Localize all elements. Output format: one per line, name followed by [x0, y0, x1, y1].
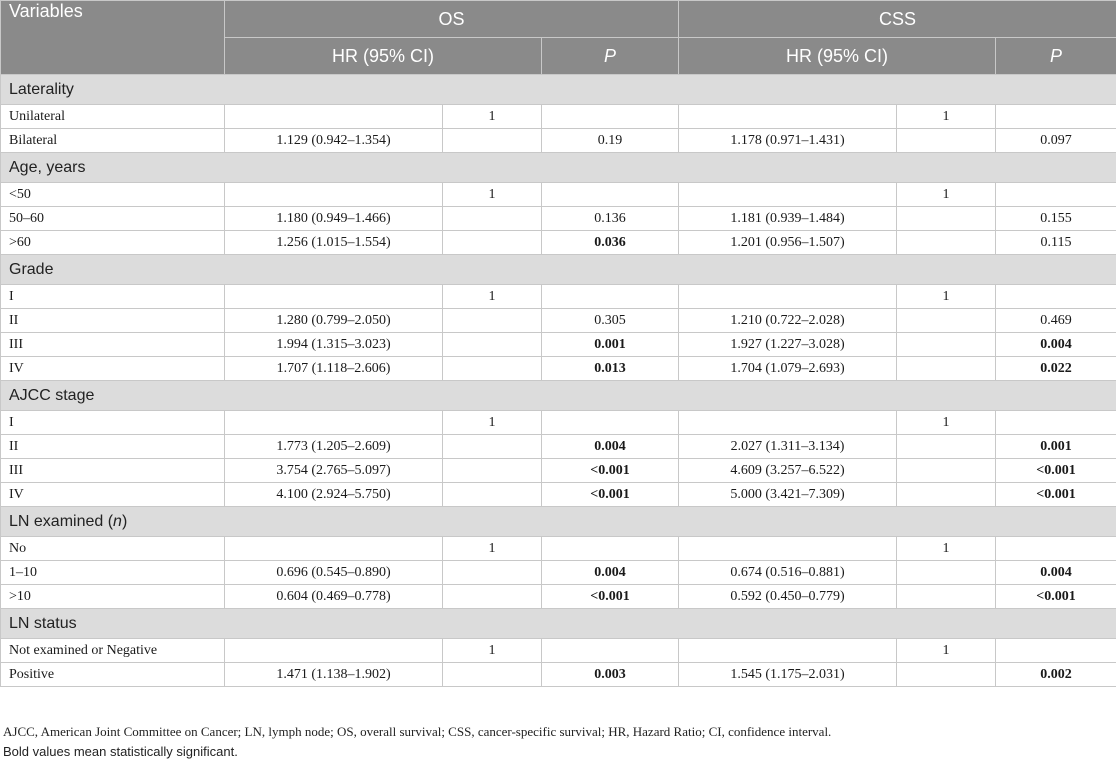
os-reference-cell	[443, 435, 542, 459]
os-p-value-cell: 0.036	[542, 231, 679, 255]
css-hr-cell	[679, 537, 897, 561]
css-reference-cell	[897, 129, 996, 153]
table-row	[1, 435, 1116, 459]
css-reference-cell: 1	[897, 537, 996, 561]
css-reference-cell: 1	[897, 411, 996, 435]
table-row	[1, 231, 1116, 255]
row-label: IV	[1, 357, 225, 381]
header-row-groups	[1, 1, 1116, 38]
os-p-value-cell: <0.001	[542, 459, 679, 483]
os-reference-cell: 1	[443, 537, 542, 561]
variables-header: Variables	[1, 1, 225, 75]
os-hr-cell: 1.471 (1.138–1.902)	[225, 663, 443, 687]
row-label: 50–60	[1, 207, 225, 231]
css-p-value-cell: 0.155	[996, 207, 1116, 231]
os-p-value-cell: 0.013	[542, 357, 679, 381]
os-reference-cell: 1	[443, 285, 542, 309]
os-hr-cell	[225, 537, 443, 561]
os-group-header: OS	[225, 1, 679, 38]
abbreviations-note: AJCC, American Joint Committee on Cancer; LN, lymph node; OS, overall survival; CSS, cancer-specific survival; HR, Hazard Ratio; CI, confidence interval.	[3, 722, 831, 742]
css-hr-cell: 1.201 (0.956–1.507)	[679, 231, 897, 255]
os-hr-cell: 1.773 (1.205–2.609)	[225, 435, 443, 459]
os-hr-cell: 1.180 (0.949–1.466)	[225, 207, 443, 231]
os-p-value-cell: <0.001	[542, 585, 679, 609]
os-reference-cell: 1	[443, 105, 542, 129]
css-reference-cell	[897, 459, 996, 483]
css-p-value-cell: 0.022	[996, 357, 1116, 381]
css-hr-cell: 0.592 (0.450–0.779)	[679, 585, 897, 609]
os-p-value-cell	[542, 411, 679, 435]
section-header-row	[1, 255, 1116, 285]
css-hr-cell	[679, 639, 897, 663]
css-hr-cell: 1.545 (1.175–2.031)	[679, 663, 897, 687]
css-hr-cell: 1.210 (0.722–2.028)	[679, 309, 897, 333]
table-row	[1, 129, 1116, 153]
section-header-row	[1, 507, 1116, 537]
table-row	[1, 207, 1116, 231]
os-hr-cell: 1.280 (0.799–2.050)	[225, 309, 443, 333]
os-reference-cell	[443, 663, 542, 687]
table-row	[1, 357, 1116, 381]
row-label: II	[1, 435, 225, 459]
os-hr-cell	[225, 639, 443, 663]
css-hr-cell: 1.181 (0.939–1.484)	[679, 207, 897, 231]
section-title	[1, 255, 1116, 285]
table-row	[1, 105, 1116, 129]
css-reference-cell	[897, 561, 996, 585]
css-hr-cell: 0.674 (0.516–0.881)	[679, 561, 897, 585]
table-row	[1, 483, 1116, 507]
css-hr-cell	[679, 105, 897, 129]
section-title-italic: n	[113, 513, 122, 530]
css-hr-cell: 5.000 (3.421–7.309)	[679, 483, 897, 507]
row-label: >60	[1, 231, 225, 255]
section-title-text: AJCC stage	[9, 387, 94, 404]
os-reference-cell	[443, 561, 542, 585]
section-header-row	[1, 609, 1116, 639]
css-reference-cell	[897, 663, 996, 687]
css-p-value-cell	[996, 411, 1116, 435]
table-body	[1, 75, 1116, 687]
table-row	[1, 459, 1116, 483]
os-reference-cell: 1	[443, 183, 542, 207]
os-hr-cell	[225, 285, 443, 309]
css-group-header: CSS	[679, 1, 1116, 38]
os-reference-cell	[443, 357, 542, 381]
os-reference-cell: 1	[443, 411, 542, 435]
os-reference-cell	[443, 459, 542, 483]
css-p-value-cell: <0.001	[996, 585, 1116, 609]
section-header-row	[1, 381, 1116, 411]
table-row	[1, 639, 1116, 663]
css-reference-cell	[897, 483, 996, 507]
row-label: III	[1, 333, 225, 357]
row-label: I	[1, 285, 225, 309]
row-label: >10	[1, 585, 225, 609]
css-hr-cell	[679, 183, 897, 207]
css-reference-cell	[897, 585, 996, 609]
section-title-text: Age, years	[9, 159, 85, 176]
section-title-end: )	[122, 513, 127, 530]
css-p-value-cell	[996, 183, 1116, 207]
os-hr-cell	[225, 183, 443, 207]
css-reference-cell	[897, 357, 996, 381]
css-p-value-cell: <0.001	[996, 483, 1116, 507]
os-reference-cell	[443, 129, 542, 153]
css-p-value-cell: 0.001	[996, 435, 1116, 459]
os-hr-cell: 3.754 (2.765–5.097)	[225, 459, 443, 483]
css-p-header: P	[996, 38, 1116, 75]
css-p-value-cell	[996, 639, 1116, 663]
table-row	[1, 333, 1116, 357]
row-label: Positive	[1, 663, 225, 687]
css-p-value-cell	[996, 285, 1116, 309]
table-row	[1, 411, 1116, 435]
os-hr-cell	[225, 105, 443, 129]
css-hr-header: HR (95% CI)	[679, 38, 996, 75]
row-label: IV	[1, 483, 225, 507]
os-p-value-cell: <0.001	[542, 483, 679, 507]
os-p-value-cell	[542, 639, 679, 663]
row-label: Not examined or Negative	[1, 639, 225, 663]
css-reference-cell	[897, 333, 996, 357]
row-label: Bilateral	[1, 129, 225, 153]
os-hr-cell: 1.256 (1.015–1.554)	[225, 231, 443, 255]
css-p-value-cell: <0.001	[996, 459, 1116, 483]
os-p-value-cell	[542, 285, 679, 309]
table-row	[1, 183, 1116, 207]
row-label: III	[1, 459, 225, 483]
section-title	[1, 75, 1116, 105]
css-reference-cell: 1	[897, 639, 996, 663]
section-title	[1, 153, 1116, 183]
os-p-value-cell	[542, 105, 679, 129]
css-reference-cell	[897, 207, 996, 231]
css-hr-cell: 1.178 (0.971–1.431)	[679, 129, 897, 153]
os-p-value-cell: 0.003	[542, 663, 679, 687]
os-hr-cell: 0.696 (0.545–0.890)	[225, 561, 443, 585]
os-reference-cell	[443, 231, 542, 255]
css-reference-cell	[897, 231, 996, 255]
css-hr-cell: 1.704 (1.079–2.693)	[679, 357, 897, 381]
css-p-value-cell: 0.115	[996, 231, 1116, 255]
section-header-row	[1, 75, 1116, 105]
os-p-value-cell: 0.305	[542, 309, 679, 333]
css-p-value-cell	[996, 537, 1116, 561]
css-hr-cell	[679, 411, 897, 435]
css-hr-cell: 2.027 (1.311–3.134)	[679, 435, 897, 459]
css-p-value-cell: 0.469	[996, 309, 1116, 333]
css-hr-cell	[679, 285, 897, 309]
row-label: Unilateral	[1, 105, 225, 129]
table-row	[1, 537, 1116, 561]
table-row	[1, 561, 1116, 585]
css-p-value-cell: 0.004	[996, 561, 1116, 585]
os-hr-cell: 1.707 (1.118–2.606)	[225, 357, 443, 381]
section-title	[1, 381, 1116, 411]
os-p-value-cell: 0.136	[542, 207, 679, 231]
css-reference-cell	[897, 309, 996, 333]
os-p-value-cell: 0.19	[542, 129, 679, 153]
table-row	[1, 663, 1116, 687]
os-p-value-cell: 0.004	[542, 561, 679, 585]
section-title-text: Grade	[9, 261, 53, 278]
css-reference-cell	[897, 435, 996, 459]
row-label: II	[1, 309, 225, 333]
row-label: I	[1, 411, 225, 435]
os-reference-cell	[443, 483, 542, 507]
css-hr-cell: 4.609 (3.257–6.522)	[679, 459, 897, 483]
section-title-text: LN status	[9, 615, 77, 632]
os-reference-cell	[443, 207, 542, 231]
bold-values-note: Bold values mean statistically significant.	[3, 742, 831, 762]
section-header-row	[1, 153, 1116, 183]
os-hr-cell: 4.100 (2.924–5.750)	[225, 483, 443, 507]
os-p-value-cell: 0.004	[542, 435, 679, 459]
table-row	[1, 309, 1116, 333]
css-reference-cell: 1	[897, 105, 996, 129]
table-row	[1, 285, 1116, 309]
os-hr-cell	[225, 411, 443, 435]
os-reference-cell: 1	[443, 639, 542, 663]
os-p-value-cell	[542, 537, 679, 561]
os-hr-cell: 1.129 (0.942–1.354)	[225, 129, 443, 153]
section-title-text: Laterality	[9, 81, 74, 98]
css-p-value-cell: 0.097	[996, 129, 1116, 153]
css-p-value-cell	[996, 105, 1116, 129]
css-p-value-cell: 0.004	[996, 333, 1116, 357]
os-reference-cell	[443, 309, 542, 333]
row-label: No	[1, 537, 225, 561]
os-p-value-cell	[542, 183, 679, 207]
os-hr-cell: 0.604 (0.469–0.778)	[225, 585, 443, 609]
os-hr-header: HR (95% CI)	[225, 38, 542, 75]
css-reference-cell: 1	[897, 285, 996, 309]
row-label: <50	[1, 183, 225, 207]
os-reference-cell	[443, 333, 542, 357]
os-p-value-cell: 0.001	[542, 333, 679, 357]
section-title-text: LN examined (	[9, 513, 113, 530]
css-reference-cell: 1	[897, 183, 996, 207]
table-footnote	[3, 722, 831, 762]
section-title	[1, 609, 1116, 639]
os-hr-cell: 1.994 (1.315–3.023)	[225, 333, 443, 357]
section-title	[1, 507, 1116, 537]
css-hr-cell: 1.927 (1.227–3.028)	[679, 333, 897, 357]
os-reference-cell	[443, 585, 542, 609]
table-row	[1, 585, 1116, 609]
css-p-value-cell: 0.002	[996, 663, 1116, 687]
os-p-header: P	[542, 38, 679, 75]
row-label: 1–10	[1, 561, 225, 585]
